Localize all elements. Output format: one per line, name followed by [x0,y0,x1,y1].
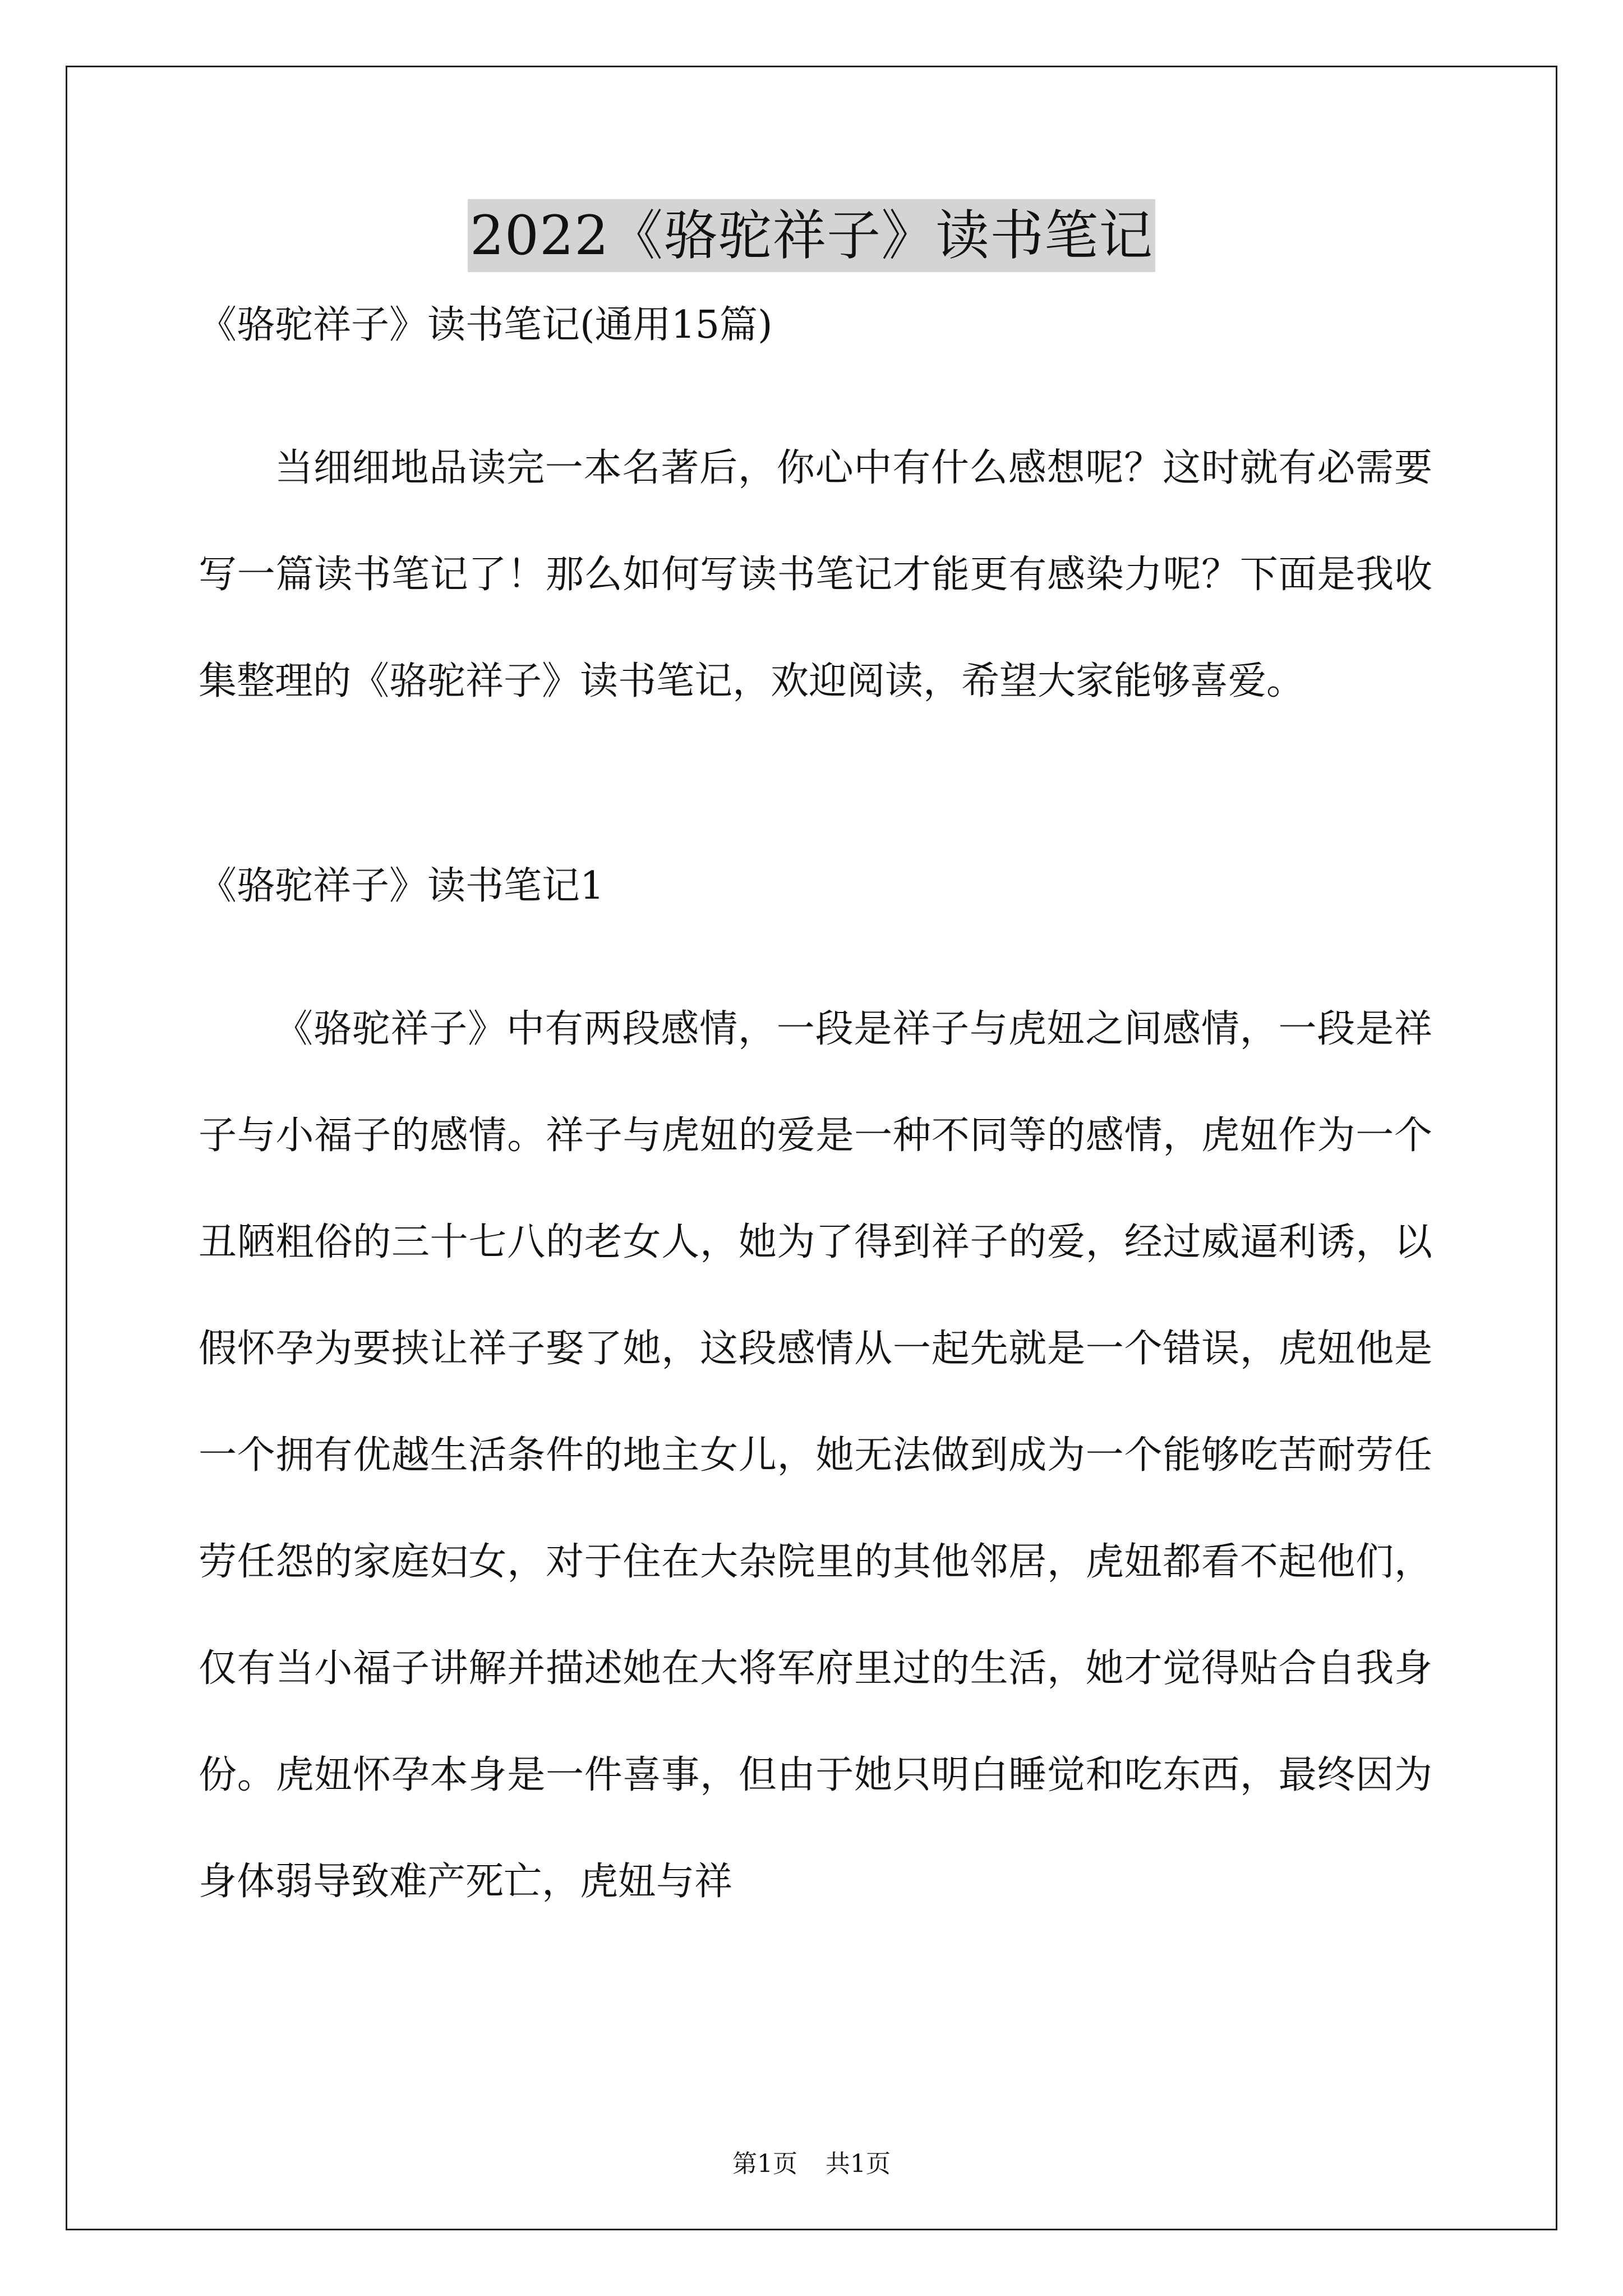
document-body [199,303,1432,1935]
intro-paragraph: 当细细地品读完一本名著后，你心中有什么感想呢？这时就有必需要写一篇读书笔记了！那么如何写读书笔记才能更有感染力呢？下面是我收集整理的《骆驼祥子》读书笔记，欢迎阅读，希望大家能够喜爱。 [199,446,1432,703]
page-footer [0,2148,1623,2180]
document-title: 2022《骆驼祥子》读书笔记 [468,199,1155,272]
page-number-total: 共1页 [826,2150,891,2178]
section-heading: 《骆驼祥子》读书笔记1 [199,864,605,908]
title-container [0,199,1623,272]
page-number-current: 第1页 [732,2150,797,2178]
section-paragraph: 《骆驼祥子》中有两段感情，一段是祥子与虎妞之间感情，一段是祥子与小福子的感情。祥子与虎妞的爱是一种不同等的感情，虎妞作为一个丑陋粗俗的三十七八的老女人，她为了得到祥子的爱，经过威逼利诱，以假怀孕为要挟让祥子娶了她，这段感情从一起先就是一个错误，虎妞他是一个拥有优越生活条件的地主女儿，她无法做到成为一个能够吃苦耐劳任劳任怨的家庭妇女，对于住在大杂院里的其他邻居，虎妞都看不起他们，仅有当小福子讲解并描述她在大将军府里过的生活，她才觉得贴合自我身份。虎妞怀孕本身是一件喜事，但由于她只明白睡觉和吃东西，最终因为身体弱导致难产死亡，虎妞与祥 [199,1007,1432,1904]
document-subtitle: 《骆驼祥子》读书笔记(通用15篇) [199,303,773,347]
section-spacer [199,735,1432,864]
